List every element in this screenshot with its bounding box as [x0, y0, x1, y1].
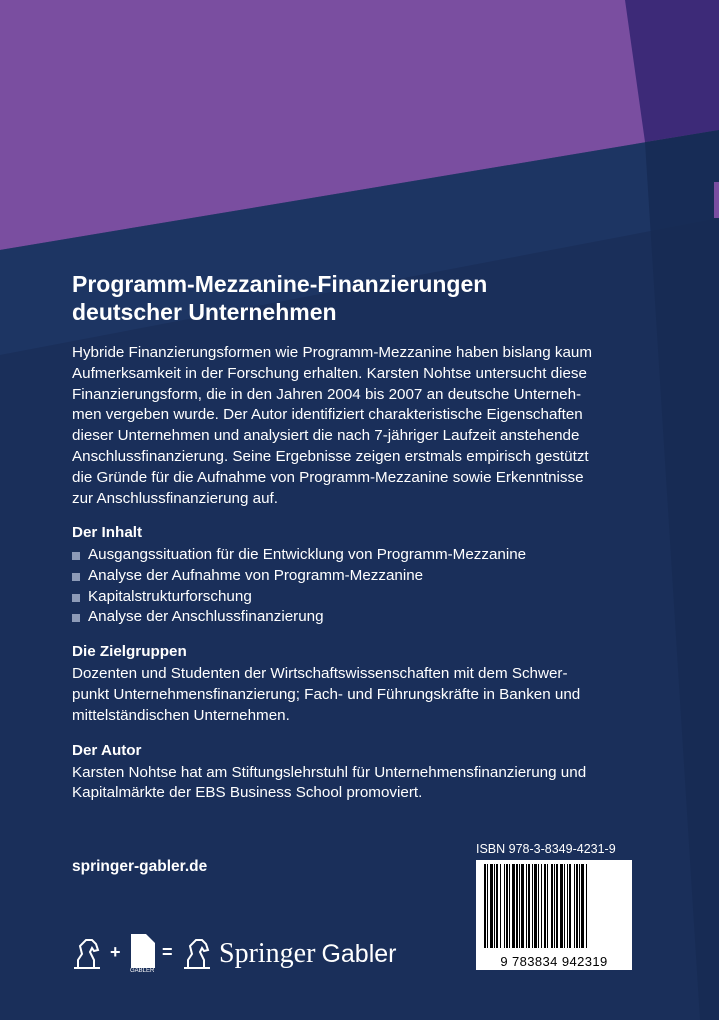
bullet-square-icon: [72, 573, 80, 581]
barcode-bar: [534, 864, 537, 948]
description-line: zur Anschlussfinanzierung auf.: [72, 489, 278, 507]
zielgruppen-text: Dozenten und Studenten der Wirtschaftswissenschaften mit dem Schwer- punkt Unternehmensfinanzierung; Fach- und Führungskräfte in Banken und mittelständischen Unternehmen.: [72, 665, 581, 724]
book-title-line-1: Programm-Mezzanine-Finanzierungen: [72, 271, 488, 297]
barcode-bar: [556, 864, 558, 948]
description-line: die Gründe für die Aufnahme von Programm-Mezzanine sowie Erkenntnisse: [72, 468, 584, 486]
barcode-bar: [576, 864, 578, 948]
springer-horse-icon: [72, 936, 104, 970]
barcode-bar: [509, 864, 510, 948]
barcode-bar: [544, 864, 546, 948]
bullet-square-icon: [72, 552, 80, 560]
equals-sign: =: [162, 942, 173, 962]
barcode-bar: [581, 864, 584, 948]
description-line: Aufmerksamkeit in der Forschung erhalten. Karsten Nohtse untersucht diese: [72, 364, 587, 382]
barcode-bar: [494, 864, 495, 948]
barcode-bar: [551, 864, 553, 948]
bullet-square-icon: [72, 594, 80, 602]
barcode-bar: [541, 864, 542, 948]
barcode-number: 9 783834 942319: [500, 954, 608, 969]
springer-gabler-horse-icon: [182, 936, 214, 970]
barcode-bar: [519, 864, 520, 948]
description-line: Hybride Finanzierungsformen wie Programm-Mezzanine haben bislang kaum: [72, 344, 592, 361]
barcode-bar: [560, 864, 563, 948]
barcode-bar: [487, 864, 488, 948]
zielgruppen-heading: Die Zielgruppen: [72, 643, 187, 661]
publisher-logos: [72, 934, 402, 974]
gabler-logo: [131, 934, 155, 968]
back-cover-text: [72, 270, 662, 804]
barcode-bar: [516, 864, 518, 948]
barcode-bar: [528, 864, 530, 948]
barcode-bar: [554, 864, 555, 948]
book-title: [72, 270, 662, 326]
description-line: Anschlussfinanzierung. Seine Ergebnisse zeigen erstmals empirisch gestützt: [72, 447, 589, 465]
barcode-bar: [538, 864, 539, 948]
barcode-bar: [504, 864, 505, 948]
barcode-bar: [569, 864, 571, 948]
book-description: [72, 343, 662, 509]
barcode-bar: [579, 864, 580, 948]
gabler-small-label: GABLER: [130, 968, 155, 974]
barcode-bar: [567, 864, 568, 948]
barcode-bar: [564, 864, 565, 948]
isbn-text: ISBN 978-3-8349-4231-9: [476, 842, 616, 856]
list-item: Ausgangssituation für die Entwicklung von Programm-Mezzanine: [72, 545, 662, 566]
description-line: men vergeben wurde. Der Autor identifiziert charakteristische Eigenschaften: [72, 406, 583, 424]
list-item: Analyse der Aufnahme von Programm-Mezzanine: [72, 566, 662, 587]
description-line: dieser Unternehmen und analysiert die nach 7-jähriger Laufzeit anstehende: [72, 427, 580, 445]
autor-heading: Der Autor: [72, 741, 142, 759]
barcode-bar: [521, 864, 524, 948]
autor-text: Karsten Nohtse hat am Stiftungslehrstuhl für Unternehmensfinanzierung und Kapitalmärkte der EBS Business School promoviert.: [72, 763, 587, 802]
barcode-bar: [512, 864, 515, 948]
inhalt-list: [72, 545, 662, 628]
barcode-bar: [500, 864, 501, 948]
website-link[interactable]: springer-gabler.de: [72, 858, 208, 875]
inhalt-heading: Der Inhalt: [72, 524, 143, 542]
book-title-line-2: deutscher Unternehmen: [72, 299, 337, 325]
list-item: Analyse der Anschlussfinanzierung: [72, 607, 662, 628]
barcode-bar: [547, 864, 548, 948]
description-line: Finanzierungsform, die in den Jahren 2004 bis 2007 an deutsche Unterneh-: [72, 385, 582, 403]
barcode-bar: [586, 864, 587, 948]
barcode-bars: [476, 860, 632, 952]
barcode-bar: [574, 864, 575, 948]
bullet-square-icon: [72, 614, 80, 622]
barcode-bar: [490, 864, 493, 948]
barcode-bar: [484, 864, 486, 948]
plus-sign: +: [110, 942, 121, 962]
barcode-bar: [506, 864, 508, 948]
barcode-bar: [496, 864, 498, 948]
barcode-bar: [526, 864, 527, 948]
spine-mark: [714, 182, 719, 218]
barcode-bar: [532, 864, 533, 948]
list-item: Kapitalstrukturforschung: [72, 587, 662, 608]
springer-gabler-wordmark: Springer Gabler: [219, 938, 397, 969]
barcode: [476, 860, 632, 970]
